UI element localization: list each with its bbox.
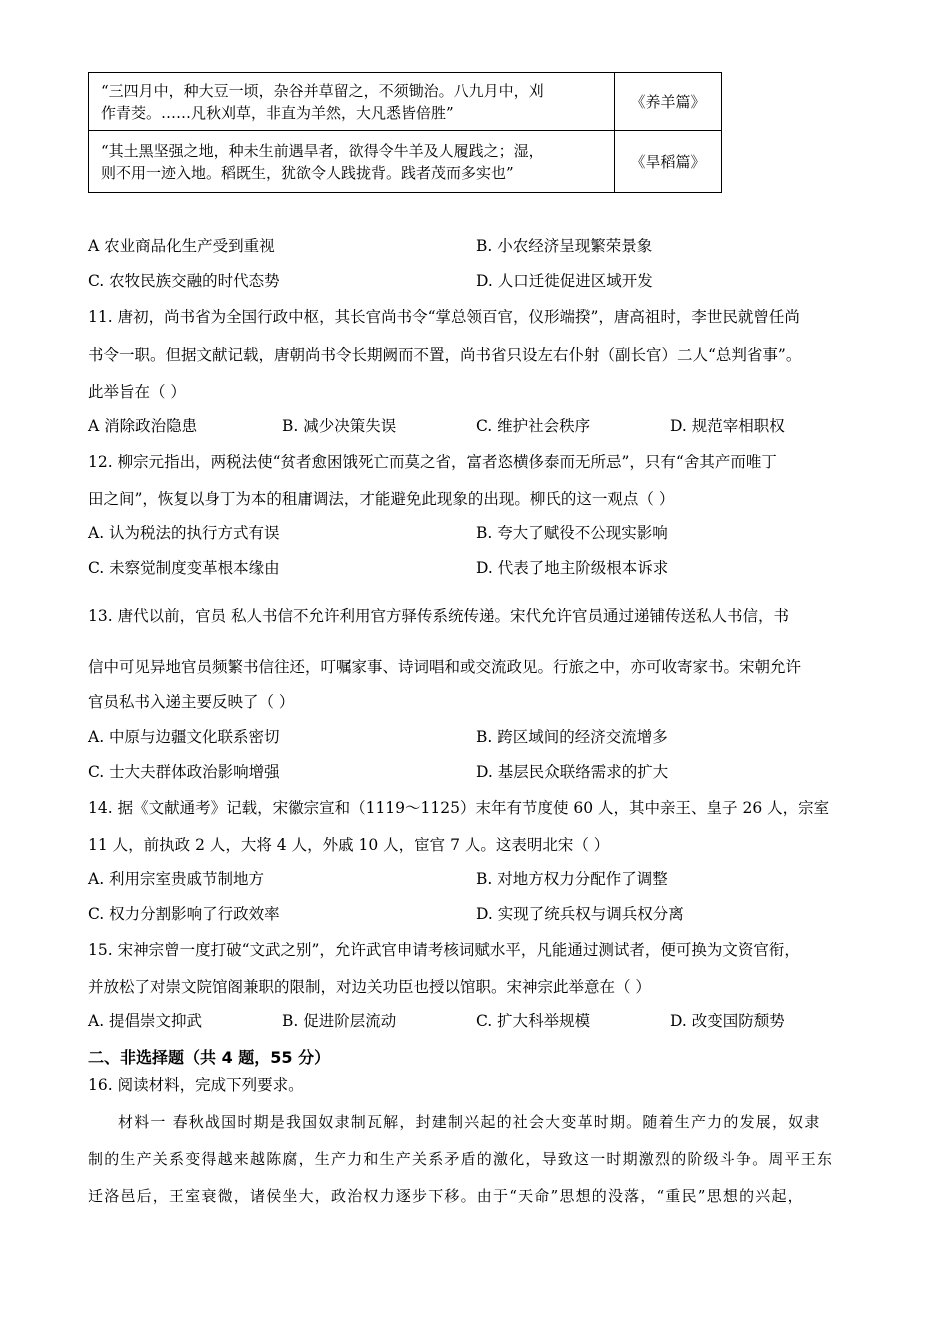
q14-option-a[interactable]: A. 利用宗室贵戚节制地方: [88, 870, 265, 888]
q15-stem-line: 并放松了对崇文院馆阁兼职的限制，对边关功臣也授以馆职。宋神宗此举意在（ ）: [88, 978, 651, 996]
table-row: [89, 131, 722, 193]
q10-option-b[interactable]: B. 小农经济呈现繁荣景象: [476, 237, 653, 255]
q15-option-c[interactable]: C. 扩大科举规模: [476, 1012, 591, 1030]
q13-option-c[interactable]: C. 士大夫群体政治影响增强: [88, 763, 280, 781]
q14-option-b[interactable]: B. 对地方权力分配作了调整: [476, 870, 668, 888]
q15-option-b[interactable]: B. 促进阶层流动: [282, 1012, 397, 1030]
q12-option-c[interactable]: C. 未察觉制度变革根本缘由: [88, 559, 280, 577]
quote-line: “其土黑坚强之地，种未生前遇旱者，欲得令牛羊及人履践之；湿，: [101, 141, 544, 160]
q11-option-d[interactable]: D. 规范宰相职权: [670, 417, 785, 435]
q15-option-d[interactable]: D. 改变国防颓势: [670, 1012, 785, 1030]
q13-stem-line: 信中可见异地官员频繁书信往还，叮嘱家事、诗词唱和或交流政见。行旅之中，亦可收寄家书。宋朝允许: [88, 658, 802, 676]
q15-option-a[interactable]: A. 提倡崇文抑武: [88, 1012, 203, 1030]
q14-stem-line: 11 人，前执政 2 人，大将 4 人，外戚 10 人，宦官 7 人。这表明北宋（ ）: [88, 836, 610, 854]
q12-option-d[interactable]: D. 代表了地主阶级根本诉求: [476, 559, 669, 577]
source-cell: 《旱稻篇》: [615, 131, 722, 193]
q11-option-c[interactable]: C. 维护社会秩序: [476, 417, 591, 435]
q15-stem-line: 15. 宋神宗曾一度打破“文武之别”，允许武官申请考核词赋水平，凡能通过测试者，便可换为文资官衔，: [88, 941, 800, 959]
q13-stem-line: 官员私书入递主要反映了（ ）: [88, 693, 295, 711]
q12-stem-line: 12. 柳宗元指出，两税法使“贫者愈困饿死亡而莫之省，富者恣横侈泰而无所忌”，只有“舍其产而唯丁: [88, 453, 777, 471]
q13-option-d[interactable]: D. 基层民众联络需求的扩大: [476, 763, 669, 781]
q10-option-a[interactable]: A 农业商品化生产受到重视: [88, 237, 275, 255]
table-row: [89, 73, 722, 131]
q11-stem-line: 此举旨在（ ）: [88, 383, 186, 401]
q13-option-a[interactable]: A. 中原与边疆文化联系密切: [88, 728, 280, 746]
material-line: 材料一 春秋战国时期是我国奴隶制瓦解，封建制兴起的社会大变革时期。随着生产力的发展，奴隶: [118, 1113, 821, 1131]
q12-option-b[interactable]: B. 夸大了赋役不公现实影响: [476, 524, 668, 542]
q16-stem: 16. 阅读材料，完成下列要求。: [88, 1076, 304, 1094]
quote-line: “三四月中，种大豆一顷，杂谷并草留之，不须锄治。八九月中，刈: [101, 81, 544, 100]
q13-option-b[interactable]: B. 跨区域间的经济交流增多: [476, 728, 668, 746]
source-cell: 《养羊篇》: [615, 73, 722, 131]
q14-stem-line: 14. 据《文献通考》记载，宋徽宗宣和（1119～1125）末年有节度使 60 人，其中亲王、皇子 26 人，宗室: [88, 799, 830, 817]
q11-stem-line: 11. 唐初，尚书省为全国行政中枢，其长官尚书令“掌总领百官，仪形端揆”，唐高祖时，李世民就曾任尚: [88, 308, 800, 326]
quote-cell: [89, 131, 615, 193]
q10-option-d[interactable]: D. 人口迁徙促进区域开发: [476, 272, 653, 290]
q11-option-a[interactable]: A 消除政治隐患: [88, 417, 198, 435]
source-table: [88, 72, 722, 193]
q13-stem-line: 13. 唐代以前，官员 私人书信不允许利用官方驿传系统传递。宋代允许官员通过递铺传送私人书信，书: [88, 607, 790, 625]
quote-cell: [89, 73, 615, 131]
q12-stem-line: 田之间”，恢复以身丁为本的租庸调法，才能避免此现象的出现。柳氏的这一观点（ ）: [88, 490, 675, 508]
q11-stem-line: 书令一职。但据文献记载，唐朝尚书令长期阙而不置，尚书省只设左右仆射（副长官）二人“总判省事”。: [88, 346, 802, 364]
q11-option-b[interactable]: B. 减少决策失误: [282, 417, 397, 435]
material-line: 制的生产关系变得越来越陈腐，生产力和生产关系矛盾的激化，导致这一时期激烈的阶级斗争。周平王东: [88, 1150, 834, 1168]
material-line: 迁洛邑后，王室衰微，诸侯坐大，政治权力逐步下移。由于“天命”思想的没落，“重民”思想的兴起，: [88, 1187, 804, 1205]
quote-line: 则不用一迹入地。稻既生，犹欲令人践拢背。践者茂而多实也”: [101, 163, 514, 182]
q14-option-c[interactable]: C. 权力分割影响了行政效率: [88, 905, 280, 923]
q10-option-c[interactable]: C. 农牧民族交融的时代态势: [88, 272, 280, 290]
quote-line: 作青茭。……凡秋刈草，非直为羊然，大凡悉皆倍胜”: [101, 103, 454, 122]
q12-option-a[interactable]: A. 认为税法的执行方式有误: [88, 524, 280, 542]
section-heading: 二、非选择题（共 4 题，55 分）: [88, 1048, 331, 1067]
q14-option-d[interactable]: D. 实现了统兵权与调兵权分离: [476, 905, 684, 923]
